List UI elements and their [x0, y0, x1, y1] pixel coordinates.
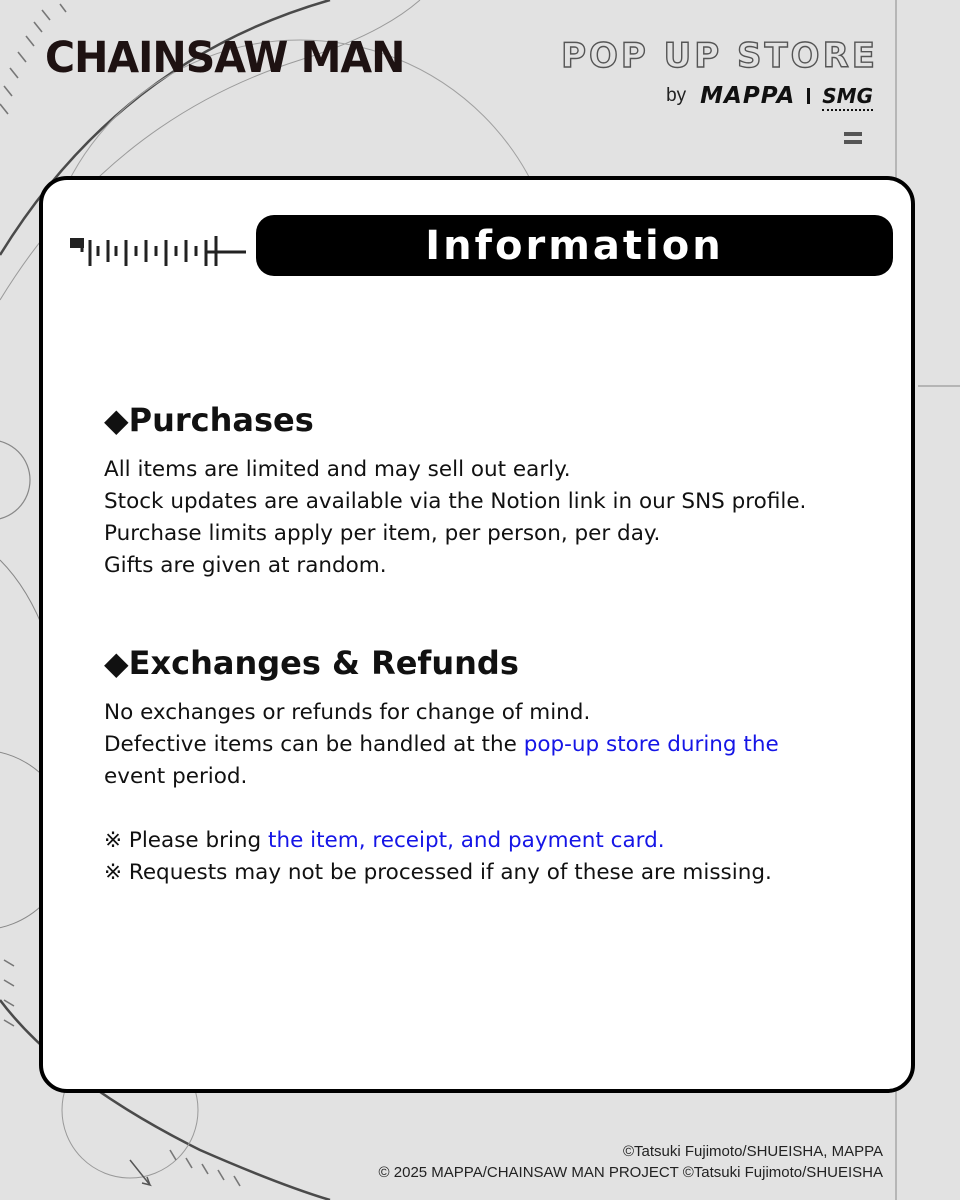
highlight-text: event period.	[104, 764, 248, 789]
highlight-text: the item, receipt, and payment card.	[268, 828, 665, 853]
purchases-line: Gifts are given at random.	[104, 553, 387, 578]
exchanges-line	[104, 729, 864, 761]
note-line: ※ Requests may not be processed if any of these are missing.	[104, 860, 772, 885]
purchases-line: All items are limited and may sell out early.	[104, 457, 571, 482]
exchanges-heading: ◆Exchanges & Refunds	[104, 644, 519, 682]
barcode-decoration-icon	[70, 226, 246, 266]
store-title: POP UP STORE	[561, 36, 878, 76]
exchanges-text: Defective items can be handled at the	[104, 732, 524, 757]
exchanges-section	[104, 643, 864, 889]
byline	[666, 80, 873, 112]
purchases-line: Purchase limits apply per item, per person, per day.	[104, 521, 661, 546]
partner-logo-smg: SMG	[822, 84, 873, 108]
information-title: Information	[425, 222, 724, 269]
information-title-bar	[256, 215, 893, 276]
copyright-line: © 2025 MAPPA/CHAINSAW MAN PROJECT ©Tatsuki Fujimoto/SHUEISHA	[378, 1164, 883, 1181]
purchases-line: Stock updates are available via the Notion link in our SNS profile.	[104, 489, 807, 514]
note-text: ※ Please bring	[104, 828, 269, 853]
by-label: by	[666, 85, 687, 106]
note-line	[104, 825, 864, 857]
copyright-line: ©Tatsuki Fujimoto/SHUEISHA, MAPPA	[622, 1143, 883, 1160]
purchases-heading: ◆Purchases	[104, 401, 314, 439]
partner-logo-mappa: MAPPA	[700, 83, 796, 109]
copyright-footer	[379, 1141, 883, 1183]
brand-logo: CHAINSAW MAN	[45, 32, 405, 83]
highlight-text: pop-up store during the	[523, 732, 779, 757]
information-card	[39, 176, 915, 1093]
menu-icon[interactable]	[844, 132, 862, 146]
exchanges-line: No exchanges or refunds for change of mind.	[104, 700, 591, 725]
purchases-section	[104, 400, 864, 582]
byline-separator	[807, 88, 810, 104]
